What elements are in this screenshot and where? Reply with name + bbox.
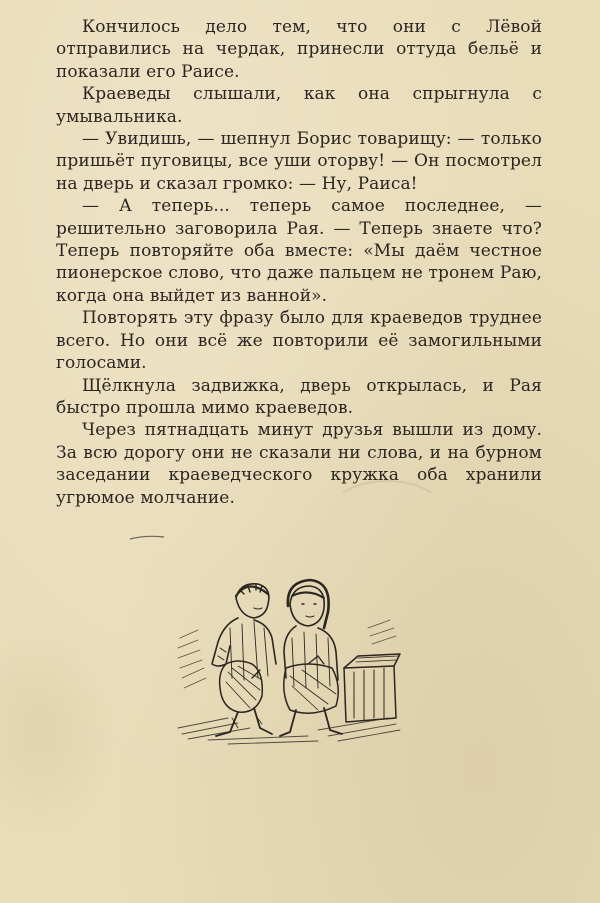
paragraph: Краеведы слышали, как она спрыгнула с умывальника. [56,84,542,127]
paragraph: Кончилось дело тем, что они с Лёвой отправились на чердак, принесли оттуда бельё и показали его Раисе. [56,17,542,82]
paragraph: — А теперь... теперь самое последнее, — решительно заговорила Рая. — Теперь знаете что? Теперь повторяйте оба вместе: «Мы даём честное пионерское слово, что даже пальцем не тронем Раю, когда она выйдет из ванной». [56,196,542,306]
paragraph: Через пятнадцать минут друзья вышли из дому. За всю дорогу они не сказали ни слова, и на бурном заседании краеведческого кружка оба хранили угрюмое молчание. [56,420,542,508]
paragraph: Повторять эту фразу было для краеведов труднее всего. Но они всё же повторили её замогильными голосами. [56,308,542,374]
paragraph: Щёлкнула задвижка, дверь открылась, и Рая быстро прошла мимо краеведов. [56,375,542,418]
body-text [56,16,542,509]
two-children-sewing-illustration [168,568,408,748]
paper-stain [0,620,120,840]
paragraph: — Увидишь, — шепнул Борис товарищу: — только пришьёт пуговицы, все уши оторву! — Он посмотрел на дверь и сказал громко: — Ну, Раиса! [56,129,542,194]
pencil-mark [128,532,168,542]
